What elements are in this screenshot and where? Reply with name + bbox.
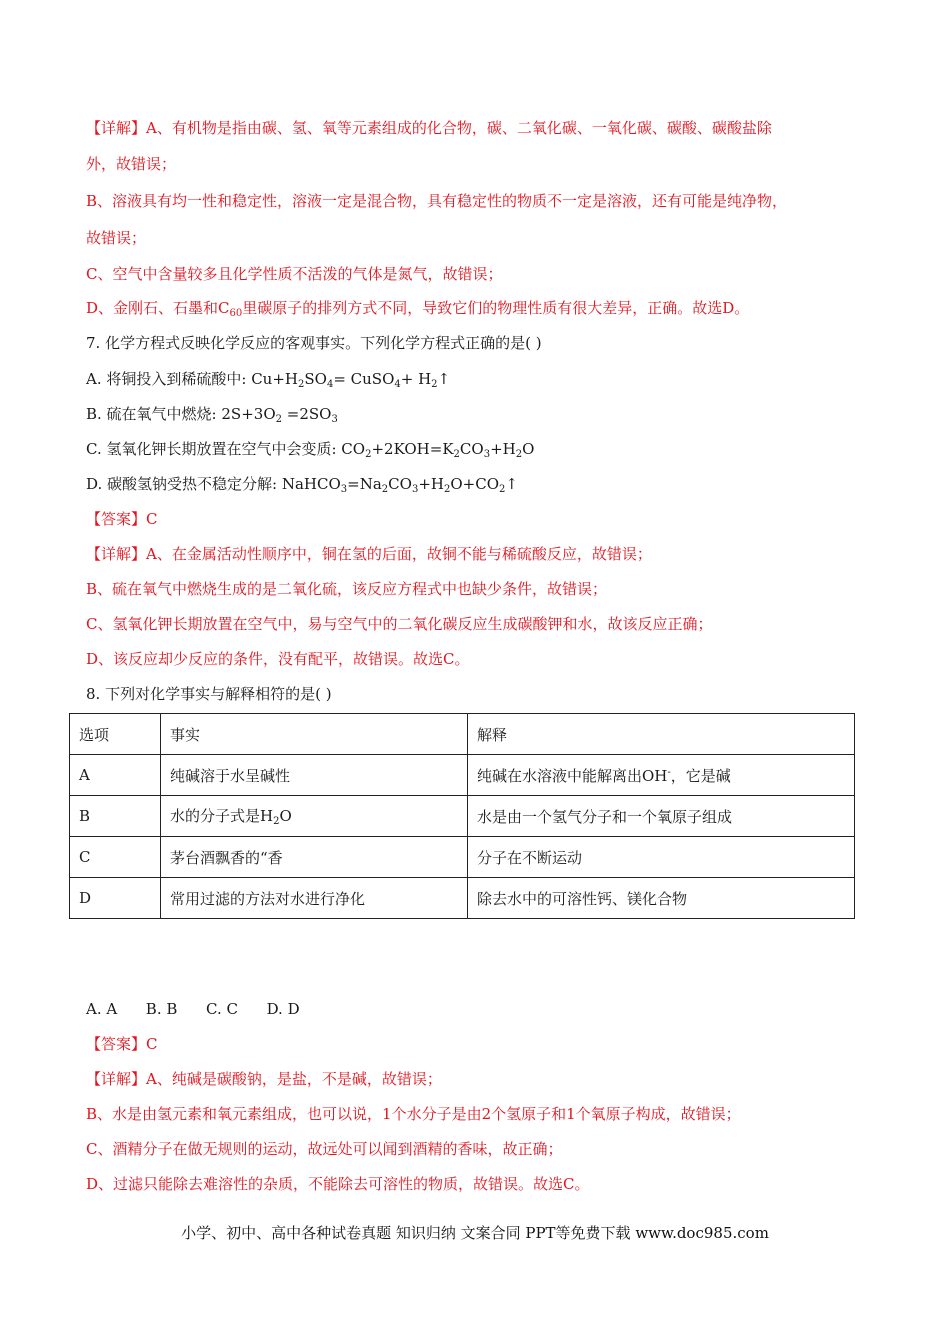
table-cell-explanation: 分子在不断运动	[468, 837, 855, 878]
q7-c-text: CO	[459, 440, 484, 458]
q8-explain-c: C、酒精分子在做无规则的运动，故远处可以闻到酒精的香味，故正确；	[86, 1140, 563, 1158]
explain6-d-sub: 60	[229, 308, 243, 319]
explain6-a-line1: 【详解】A、有机物是指由碳、氢、氧等元素组成的化合物，碳、二氧化碳、一氧化碳、碳酸、碳酸盐除	[86, 119, 772, 137]
table-cell-fact	[161, 796, 468, 837]
q8-options: A. A B. B C. C D. D	[86, 1000, 300, 1018]
q7-explain-b: B、硫在氧气中燃烧生成的是二氧化硫，该反应方程式中也缺少条件，故错误；	[86, 580, 608, 598]
q7-a-text: ↑	[437, 370, 451, 388]
table-cell-fact: 纯碱溶于水呈碱性	[161, 755, 468, 796]
q7-d-sub: 2	[443, 484, 451, 495]
q7-answer: 【答案】C	[86, 510, 158, 528]
table-row	[70, 755, 855, 796]
q8-stem: 8. 下列对化学事实与解释相符的是( )	[86, 685, 332, 703]
q7-a-sub: 2	[431, 379, 438, 390]
q7-c-text: O	[522, 440, 535, 458]
table-header-explanation: 解释	[468, 714, 855, 755]
q7-a-sub: 2	[297, 379, 305, 390]
q7-c-text: +2KOH=K	[371, 440, 454, 458]
q7-option-b	[86, 404, 338, 430]
fact-text: O	[279, 807, 292, 825]
q7-a-sub: 4	[326, 379, 334, 390]
fact-text: 水的分子式是H	[170, 807, 274, 825]
q7-explain-d: D、该反应却少反应的条件，没有配平，故错误。故选C。	[86, 650, 470, 668]
table-cell-option: C	[70, 837, 161, 878]
explain6-d-post: 里碳原子的排列方式不同，导致它们的物理性质有很大差异，正确。故选D。	[242, 299, 750, 317]
q7-a-sub: 4	[394, 379, 401, 390]
q7-c-sub: 2	[515, 449, 523, 460]
q7-a-text: + H	[400, 370, 432, 388]
explanation-text: 纯碱在水溶液中能解离出OH	[477, 766, 668, 785]
q7-stem: 7. 化学方程式反映化学反应的客观事实。下列化学方程式正确的是( )	[86, 334, 542, 352]
explain6-b-line1: B、溶液具有均一性和稳定性，溶液一定是混合物，具有稳定性的物质不一定是溶液，还有可能是纯净物，	[86, 192, 788, 210]
q7-b-text: =2SO	[282, 405, 332, 423]
table-cell-explanation	[468, 755, 855, 796]
q7-option-a	[86, 369, 450, 395]
q7-b-sub: 2	[275, 414, 282, 425]
q7-c-text: C. 氢氧化钾长期放置在空气中会变质: CO	[86, 440, 366, 458]
q7-d-text: =Na	[347, 475, 382, 493]
explain6-d-pre: D、金刚石、石墨和C	[86, 299, 230, 317]
explanation-sup: -	[667, 766, 671, 778]
q7-b-sub: 3	[331, 414, 338, 425]
facts-table	[69, 713, 855, 919]
q7-c-sub: 2	[453, 449, 460, 460]
table-cell-option: B	[70, 796, 161, 837]
table-header-option: 选项	[70, 714, 161, 755]
q8-explain-b: B、水是由氢元素和氧元素组成，也可以说，1个水分子是由2个氢原子和1个氧原子构成，故错误；	[86, 1105, 741, 1123]
fact-sub: 2	[273, 816, 280, 827]
table-row	[70, 878, 855, 919]
explain6-d	[86, 298, 749, 324]
explain6-c: C、空气中含量较多且化学性质不活泼的气体是氮气，故错误；	[86, 265, 503, 283]
table-cell-fact: 茅台酒飘香的“香	[161, 837, 468, 878]
q7-d-text: O+CO	[450, 475, 499, 493]
q8-explain-a: 【详解】A、纯碱是碳酸钠，是盐，不是碱，故错误；	[86, 1070, 442, 1088]
table-cell-explanation: 除去水中的可溶性钙、镁化合物	[468, 878, 855, 919]
q7-d-text: +H	[418, 475, 444, 493]
q7-d-text: CO	[388, 475, 412, 493]
q7-option-c	[86, 439, 534, 465]
q7-explain-a: 【详解】A、在金属活动性顺序中，铜在氢的后面，故铜不能与稀硫酸反应，故错误；	[86, 545, 652, 563]
table-cell-option: A	[70, 755, 161, 796]
explanation-text: ，它是碱	[670, 766, 731, 785]
q7-d-text: D. 碳酸氢钠受热不稳定分解: NaHCO	[86, 475, 341, 493]
table-cell-option: D	[70, 878, 161, 919]
q7-explain-c: C、氢氧化钾长期放置在空气中，易与空气中的二氧化碳反应生成碳酸钾和水，故该反应正确；	[86, 615, 713, 633]
explain6-a-line2: 外，故错误；	[86, 155, 177, 173]
q7-a-text: A. 将铜投入到稀硫酸中: Cu+H	[86, 370, 298, 388]
q7-d-sub: 2	[381, 484, 389, 495]
q7-a-text: = CuSO	[333, 370, 395, 388]
table-row	[70, 837, 855, 878]
table-header-fact: 事实	[161, 714, 468, 755]
q7-c-sub: 2	[365, 449, 372, 460]
q7-c-text: +H	[490, 440, 516, 458]
page-footer: 小学、初中、高中各种试卷真题 知识归纳 文案合同 PPT等免费下载 www.doc985.com	[181, 1224, 769, 1242]
table-cell-fact: 常用过滤的方法对水进行净化	[161, 878, 468, 919]
q7-b-text: B. 硫在氧气中燃烧: 2S+3O	[86, 405, 276, 423]
table-row	[70, 796, 855, 837]
q8-answer: 【答案】C	[86, 1035, 158, 1053]
table-cell-explanation: 水是由一个氢气分子和一个氧原子组成	[468, 796, 855, 837]
q7-option-d	[86, 474, 518, 500]
q7-d-sub: 2	[499, 484, 506, 495]
q7-d-sub: 3	[411, 484, 419, 495]
explain6-b-line2: 故错误；	[86, 229, 147, 247]
q8-explain-d: D、过滤只能除去难溶性的杂质，不能除去可溶性的物质，故错误。故选C。	[86, 1175, 590, 1193]
q7-a-text: SO	[304, 370, 327, 388]
table-header-row	[70, 714, 855, 755]
q7-d-text: ↑	[505, 475, 518, 493]
q7-d-sub: 3	[340, 484, 348, 495]
q7-c-sub: 3	[483, 449, 491, 460]
